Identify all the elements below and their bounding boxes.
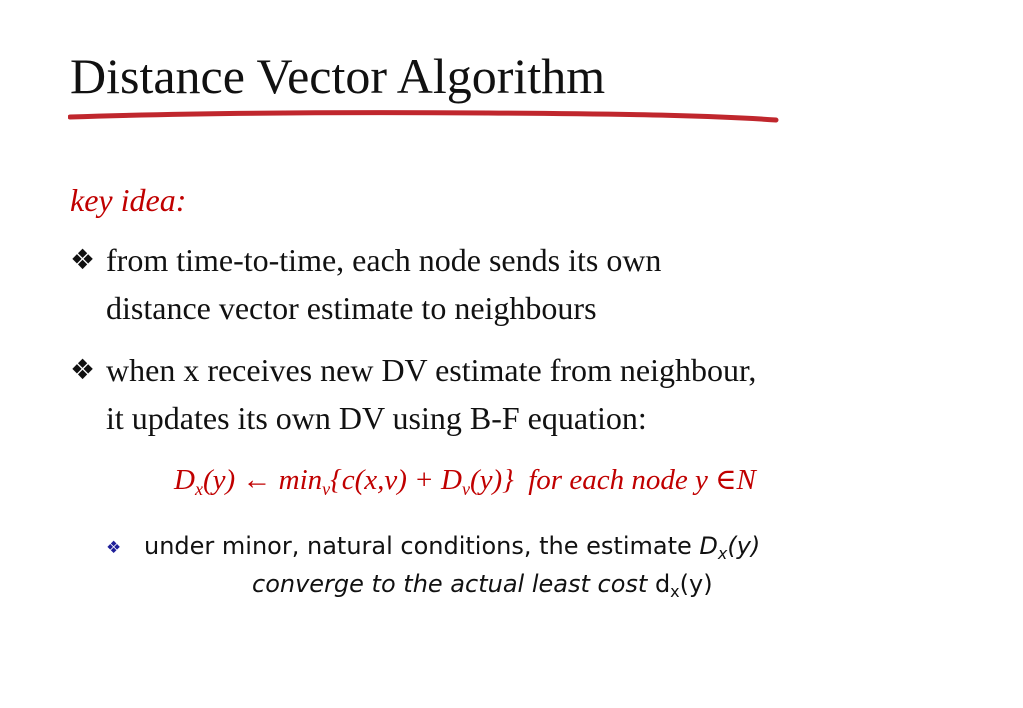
sub-text-2: converge to the actual least cost [252,570,655,598]
sub-bullet-line-1 [144,528,760,564]
bullet-1 [70,236,1006,332]
sub-var: D [699,532,718,560]
four-diamond-bullet-icon: ❖ [70,353,96,386]
bullet-2 [70,346,1006,442]
sub-text-1: under minor, natural conditions, the estimate [144,532,700,560]
bullet-1-line-2: distance vector estimate to neighbours [106,290,597,326]
bullet-2-line-1: when x receives new DV estimate from neighbour, [106,352,757,388]
sub-var-sub: x [717,544,728,563]
sub-dx: d [654,570,671,598]
sub-var-arg: (y) [727,532,761,560]
slide-title: Distance Vector Algorithm [70,48,606,104]
eq-arrow: ← [242,464,272,496]
eq-lhs-sub: x [194,479,203,499]
eq-lhs-arg: (y) [202,464,236,496]
key-idea-label: key idea: [70,182,187,218]
eq-body-2: (y)} [469,464,514,496]
eq-set: N [736,464,756,496]
bellman-ford-equation [174,460,756,500]
eq-tail: for each node y [528,464,708,496]
title-underline [68,110,780,126]
four-diamond-bullet-icon: ❖ [70,243,96,276]
eq-min-sub: v [322,479,331,499]
eq-element-of: ∈ [715,464,737,496]
small-four-diamond-bullet-icon: ❖ [106,538,122,558]
eq-body-sub: v [461,479,470,499]
sub-dx-sub: x [670,582,680,601]
eq-min: min [278,464,323,496]
eq-lhs: D [174,464,195,496]
bullet-2-line-2: it updates its own DV using B-F equation: [106,400,647,436]
bullet-1-line-1: from time-to-time, each node sends its own [106,242,662,278]
sub-dx-arg: (y) [679,570,713,598]
eq-body-1: {c(x,v) + D [330,464,462,496]
sub-bullet-line-2 [252,566,713,602]
